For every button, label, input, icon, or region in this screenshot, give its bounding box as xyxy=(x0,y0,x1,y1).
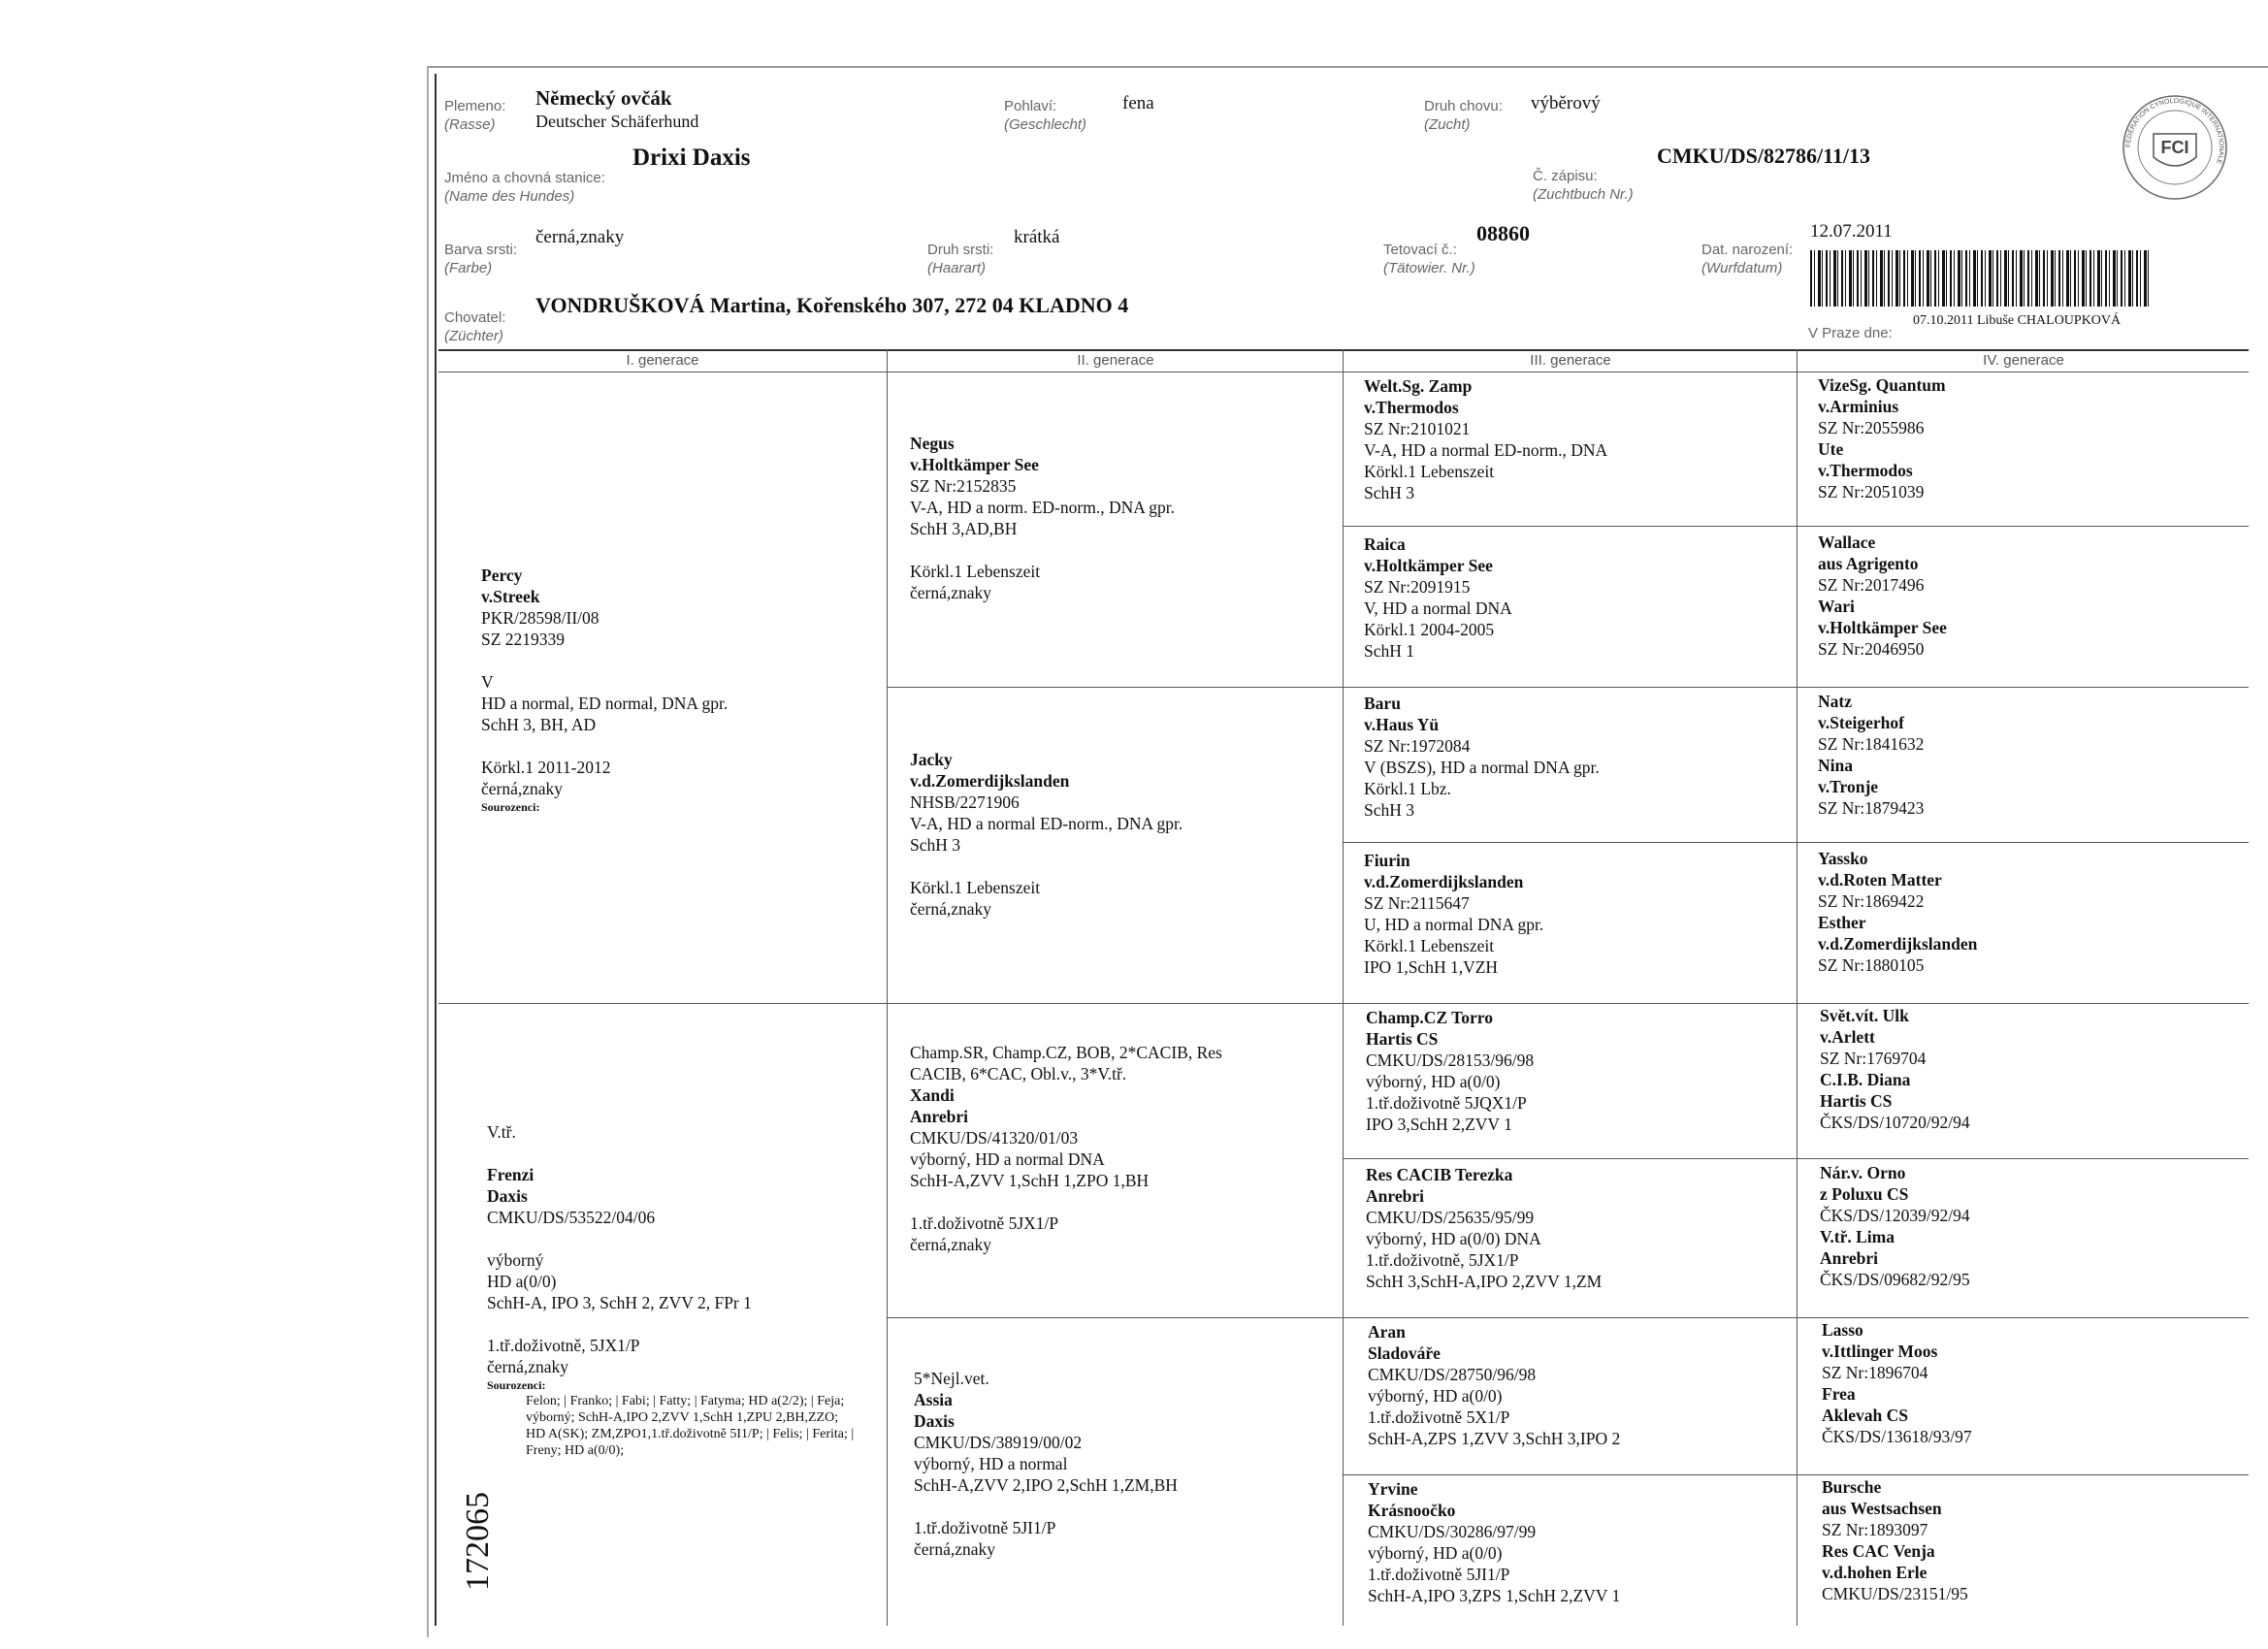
gen-header-3: III. generace xyxy=(1530,352,1611,369)
gen4-cell-5: Svět.vít. Ulk v.Arlett SZ Nr:1769704 C.I.B. Diana Hartis CS ČKS/DS/10720/92/94 xyxy=(1820,1006,1970,1132)
druh-srsti-label: Druh srsti: (Haarart) xyxy=(927,242,994,276)
col-line-3 xyxy=(1797,349,1798,1626)
row-line-gen1 xyxy=(438,1003,2249,1004)
gen3-cell-1: Welt.Sg. Zamp v.Thermodos SZ Nr:2101021 V-A, HD a normal ED-norm., DNA Körkl.1 Lebenszeit SchH 3 xyxy=(1364,376,1608,502)
zapis-label: Č. zápisu: (Zuchtbuch Nr.) xyxy=(1533,168,1634,203)
col-line-1 xyxy=(887,349,888,1626)
row-line-gen2-a xyxy=(887,687,2249,688)
jmeno-label: Jméno a chovná stanice: (Name des Hundes) xyxy=(444,170,605,205)
druh-chovu-label: Druh chovu: (Zucht) xyxy=(1424,98,1503,133)
sire-siblings-label: Sourozenci: xyxy=(481,800,540,814)
tattoo-number: 08860 xyxy=(1476,221,1530,245)
breed-value-de: Deutscher Schäferhund xyxy=(535,112,699,131)
coat-value: krátká xyxy=(1014,227,1060,247)
registration-number: CMKU/DS/82786/11/13 xyxy=(1657,144,1871,168)
gen-header-1: I. generace xyxy=(626,352,699,369)
gen2-dam-sire: Champ.SR, Champ.CZ, BOB, 2*CACIB, Res CACIB, 6*CAC, Obl.v., 3*V.tř. Xandi Anrebri CMKU/DS/41320/01/03 výborný, HD a normal DNA SchH-A,ZVV 1,SchH 1,ZPO 1,BH 1.tř.doživotně 5JX1/P černá,znaky xyxy=(910,1043,1222,1254)
chovatel-label: Chovatel: (Züchter) xyxy=(444,309,506,344)
v-praze-label: V Praze dne: xyxy=(1808,325,1893,341)
gen2-sire-dam: Jacky v.d.Zomerdijkslanden NHSB/2271906 V-A, HD a normal ED-norm., DNA gpr. SchH 3 Körkl.1 Lebenszeit černá,znaky xyxy=(910,750,1183,919)
dog-name: Drixi Daxis xyxy=(632,145,751,171)
birth-date: 12.07.2011 xyxy=(1810,221,1893,242)
gen2-sire-sire: Negus v.Holtkämper See SZ Nr:2152835 V-A, HD a norm. ED-norm., DNA gpr. SchH 3,AD,BH Körkl.1 Lebenszeit černá,znaky xyxy=(910,434,1176,602)
dam-siblings-list: Felon; | Franko; | Fabi; | Fatty; | Fatyma; HD a(2/2); | Feja; výborný; SchH-A,IPO 2,ZVV 1,SchH 1,ZPU 2,BH,ZZO; HD A(SK); ZM,ZPO1,1.tř.doživotně 5I1/P; | Felis; | Ferita; | Freny; HD a(0/0); xyxy=(526,1394,855,1458)
col-line-2 xyxy=(1343,349,1344,1626)
color-value: černá,znaky xyxy=(535,227,625,247)
gen2-dam-dam: 5*Nejl.vet. Assia Daxis CMKU/DS/38919/00/02 výborný, HD a normal SchH-A,ZVV 2,IPO 2,SchH 1,ZM,BH 1.tř.doživotně 5JI1/P černá,znaky xyxy=(914,1369,1178,1559)
gen3-cell-3: Baru v.Haus Yü SZ Nr:1972084 V (BSZS), HD a normal DNA gpr. Körkl.1 Lbz. SchH 3 xyxy=(1364,694,1600,820)
gen-header-4: IV. generace xyxy=(1983,352,2064,369)
gen4-cell-8: Bursche aus Westsachsen SZ Nr:1893097 Res CAC Venja v.d.hohen Erle CMKU/DS/23151/95 xyxy=(1822,1477,1968,1603)
gen3-cell-2: Raica v.Holtkämper See SZ Nr:2091915 V, HD a normal DNA Körkl.1 2004-2005 SchH 1 xyxy=(1364,534,1512,661)
gen3-cell-5: Champ.CZ Torro Hartis CS CMKU/DS/28153/96/98 výborný, HD a(0/0) 1.tř.doživotně 5JQX1/P IPO 3,SchH 2,ZVV 1 xyxy=(1366,1008,1535,1134)
gen4-cell-6: Nár.v. Orno z Poluxu CS ČKS/DS/12039/92/94 V.tř. Lima Anrebri ČKS/DS/09682/92/95 xyxy=(1820,1163,1970,1289)
dam-siblings-label: Sourozenci: xyxy=(487,1378,546,1392)
dam-gen1: V.tř. Frenzi Daxis CMKU/DS/53522/04/06 výborný HD a(0/0) SchH-A, IPO 3, SchH 2, ZVV 2, FPr 1 1.tř.doživotně, 5JX1/P černá,znaky Sourozenci: Felon; | Franko; | Fabi; | Fatty; | Fatyma; HD a(2/2); | Feja; výborný; SchH-A,IPO 2,ZVV 1,SchH 1,ZPU 2,BH,ZZO; HD A(SK); ZM,ZPO1,1.tř.doživotně 5I1/P; | Felis; | Ferita; | Freny; HD a(0/0); xyxy=(487,1122,855,1458)
row-line-gen2-b xyxy=(887,1317,2249,1318)
row-line-gen3-d xyxy=(1343,1474,2249,1475)
paper-edge-top xyxy=(427,66,2268,68)
gen-header-2: II. generace xyxy=(1077,352,1154,369)
breeding-type-value: výběrový xyxy=(1531,93,1601,113)
row-line-gen3-c xyxy=(1343,1158,2249,1159)
row-line-gen3-a xyxy=(1343,526,2249,527)
dam-kennel: Daxis xyxy=(487,1186,528,1206)
pohlavi-label: Pohlaví: (Geschlecht) xyxy=(1004,98,1087,133)
gen4-cell-7: Lasso v.Ittlinger Moos SZ Nr:1896704 Frea Aklevah CS ČKS/DS/13618/93/97 xyxy=(1822,1320,1972,1446)
dam-name: Frenzi xyxy=(487,1165,535,1184)
sire-kennel: v.Streek xyxy=(481,587,540,606)
stamp-number: 172065 xyxy=(460,1492,496,1591)
tetovaci-label: Tetovací č.: (Tätowier. Nr.) xyxy=(1383,242,1475,276)
breeder-value: VONDRUŠKOVÁ Martina, Kořenského 307, 272 04 KLADNO 4 xyxy=(535,293,1129,317)
gen3-cell-8: Yrvine Krásnoočko CMKU/DS/30286/97/99 výborný, HD a(0/0) 1.tř.doživotně 5JI1/P SchH-A,IPO 3,ZPS 1,SchH 2,ZVV 1 xyxy=(1368,1479,1621,1605)
svg-text:FCI: FCI xyxy=(2160,138,2189,157)
sire-gen1: Percy v.Streek PKR/28598/II/08 SZ 2219339 V HD a normal, ED normal, DNA gpr. SchH 3, BH, AD Körkl.1 2011-2012 černá,znaky Sourozenci: xyxy=(481,566,729,814)
gen4-cell-1: VizeSg. Quantum v.Arminius SZ Nr:2055986 Ute v.Thermodos SZ Nr:2051039 xyxy=(1818,375,1946,501)
gen4-cell-2: Wallace aus Agrigento SZ Nr:2017496 Wari v.Holtkämper See SZ Nr:2046950 xyxy=(1818,533,1947,659)
row-line-gen3-b xyxy=(1343,842,2249,843)
paper-edge-left xyxy=(427,66,429,1637)
sire-name: Percy xyxy=(481,566,523,585)
sex-value: fena xyxy=(1122,93,1154,113)
gen3-cell-4: Fiurin v.d.Zomerdijkslanden SZ Nr:2115647 U, HD a normal DNA gpr. Körkl.1 Lebenszeit IPO 1,SchH 1,VZH xyxy=(1364,851,1544,977)
plemeno-label: Plemeno: (Rasse) xyxy=(444,98,506,133)
gen4-cell-4: Yassko v.d.Roten Matter SZ Nr:1869422 Esther v.d.Zomerdijkslanden SZ Nr:1880105 xyxy=(1818,849,1978,975)
gen3-cell-6: Res CACIB Terezka Anrebri CMKU/DS/25635/95/99 výborný, HD a(0/0) DNA 1.tř.doživotně, 5JX1/P SchH 3,SchH-A,IPO 2,ZVV 1,ZM xyxy=(1366,1165,1603,1291)
gen4-cell-3: Natz v.Steigerhof SZ Nr:1841632 Nina v.Tronje SZ Nr:1879423 xyxy=(1818,692,1925,818)
svg-text:FÉDÉRATION CYNOLOGIQUE INTERNA: FÉDÉRATION CYNOLOGIQUE INTERNATIONALE xyxy=(2124,97,2225,165)
barcode xyxy=(1810,250,2150,307)
breed-value: Německý ovčák xyxy=(535,86,672,110)
issue-date-signature: 07.10.2011 Libuše CHALOUPKOVÁ xyxy=(1913,313,2122,328)
gen3-cell-7: Aran Sladováře CMKU/DS/28750/96/98 výborný, HD a(0/0) 1.tř.doživotně 5X1/P SchH-A,ZPS 1,ZVV 3,SchH 3,IPO 2 xyxy=(1368,1322,1621,1448)
barva-label: Barva srsti: (Farbe) xyxy=(444,242,518,276)
fci-logo-icon xyxy=(2121,93,2229,202)
narozeni-label: Dat. narození: (Wurfdatum) xyxy=(1701,242,1794,276)
